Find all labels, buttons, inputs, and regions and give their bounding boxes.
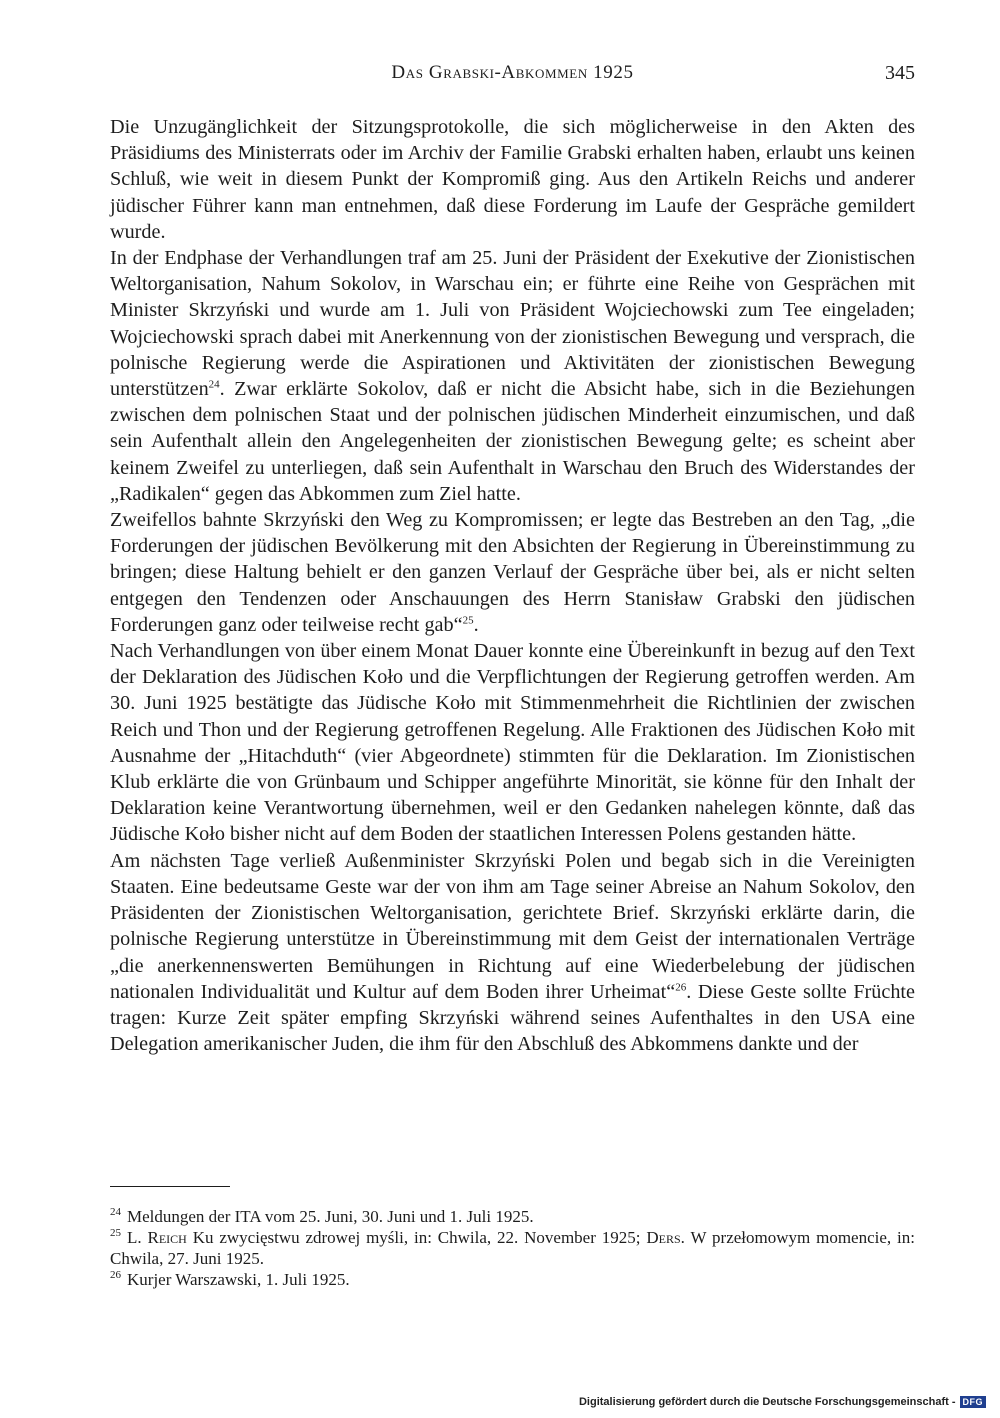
funding-note-text: Digitalisierung gefördert durch die Deutsche Forschungsgemeinschaft - [578, 1396, 956, 1408]
paragraph-text: Am nächsten Tage verließ Außenminister Skrzyński Polen und begab sich in die Vereinigten Staaten. Eine bedeutsame Geste war der von ihm am Tage seiner Abreise an Nahum Sokolov, den Präsidenten der Zionistischen Weltorganisation, gerichtete Brief. Skrzyński erklärte darin, die polnische Regierung unterstütze in Übereinstimmung mit dem Geist der internationalen Verträge „die anerkennenswerten Bemühungen in Richtung auf eine Wiederbelebung der jüdischen nationalen Individualität und Kultur auf dem Boden ihrer Urheimat“ [110, 849, 915, 1003]
footnote-reference[interactable]: 26 [675, 980, 687, 993]
paragraph-text: . Zwar erklärte Sokolov, daß er nicht die Absicht habe, sich in die Beziehungen zwischen dem polnischen Staat und der polnischen jüdischen Minderheit einzumischen, und daß sein Aufenthalt allein den Angelegenheiten der zionistischen Bewegung gelte; es scheint aber keinem Zweifel zu unterliegen, daß sein Aufenthalt in Warschau den Bruch des Widerstandes der „Radikalen“ gegen das Abkommen zum Ziel hatte. [110, 378, 915, 505]
footnote-reference[interactable]: 24 [208, 378, 220, 391]
footnote-author: L. Reich [127, 1228, 187, 1247]
paragraph-text: Nach Verhandlungen von über einem Monat Dauer konnte eine Übereinkunft in bezug auf den Text der Deklaration des Jüdischen Koło und die Verpflichtungen der Regierung getroffen werden. Am 30. Juni 1925 bestätigte das Jüdische Koło mit Stimmenmehrheit die Richtlinien der zwischen Reich und Thon und der Regierung getroffenen Regelung. Alle Fraktionen des Jüdischen Koło mit Ausnahme der „Hitachduth“ (vier Abgeordnete) stimmten für die Deklaration. Im Zionistischen Klub erklärte die von Grünbaum und Schipper angeführte Minorität, sie könne für den Inhalt der Deklaration keine Verantwortung übernehmen, weil er den Gedanken nahelegen könnte, daß das Jüdische Koło bisher nicht auf dem Boden der staatlichen Interessen Polens gestanden hätte. [110, 640, 915, 846]
paragraph [110, 638, 915, 848]
footnote [110, 1227, 915, 1269]
footnote-number: 26 [110, 1269, 121, 1282]
footnote-reference[interactable]: 25 [462, 614, 474, 627]
paragraph-text: . Diese Geste sollte Früchte tragen: Kurze Zeit später empfing Skrzyński während seines Aufenthaltes in den USA eine Delegation amerikanischer Juden, die ihm für den Abschluß des Abkommens dankte und der [110, 980, 915, 1056]
running-title: Das Grabski-Abkommen 1925 [391, 62, 634, 83]
footnote-author: Ders. [646, 1228, 685, 1247]
running-header [110, 62, 915, 92]
footnote-text: Kurjer Warszawski, 1. Juli 1925. [127, 1270, 350, 1289]
footnote-number: 24 [110, 1206, 121, 1219]
paragraph [110, 245, 915, 507]
footnote [110, 1269, 915, 1290]
footnote [110, 1206, 915, 1227]
footnote-text: W przełomowym momencie, in: Chwila, 27. Juni 1925. [110, 1228, 915, 1268]
paragraph [110, 507, 915, 638]
page-number: 345 [885, 62, 915, 84]
dfg-logo: DFG [960, 1396, 987, 1408]
paragraph-text: Zweifellos bahnte Skrzyński den Weg zu Kompromissen; er legte das Bestreben an den Tag, „die Forderungen der jüdischen Bevölkerung mit den Absichten der Regierung in Übereinstimmung zu bringen; diese Haltung behielt er den ganzen Verlauf der Gespräche über bei, als er nicht selten entgegen den Tendenzen oder Anschauungen des Herrn Stanisław Grabski den jüdischen Forderungen ganz oder teilweise recht gab“ [110, 509, 915, 636]
paragraph-text: In der Endphase der Verhandlungen traf am 25. Juni der Präsident der Exekutive der Zionistischen Weltorganisation, Nahum Sokolov, in Warschau ein; er führte eine Reihe von Gesprächen mit Minister Skrzyński und wurde am 1. Juli von Präsident Wojciechowski zum Tee eingeladen; Wojciechowski sprach dabei mit Anerkennung von der zionistischen Bewegung und versprach, die polnische Regierung werde die Aspirationen und Aktivitäten der zionistischen Bewegung unterstützen [110, 247, 915, 401]
footnote-divider [110, 1186, 230, 1187]
body-text [110, 114, 915, 1057]
paragraph [110, 114, 915, 245]
paragraph [110, 848, 915, 1058]
footnote-number: 25 [110, 1227, 121, 1240]
footnote-text: Ku zwycięstwu zdrowej myśli, in: Chwila, 22. November 1925; [186, 1228, 647, 1247]
paragraph-text: Die Unzugänglichkeit der Sitzungsprotokolle, die sich möglicherweise in den Akten des Präsidiums des Ministerrats oder im Archiv der Familie Grabski erhalten haben, erlaubt uns keinen Schluß, wie weit in diesem Punkt der Kompromiß ging. Aus den Artikeln Reichs und anderer jüdischer Führer kann man entnehmen, daß diese Forderung im Laufe der Gespräche gemildert wurde. [110, 116, 915, 243]
paragraph-text: . [473, 613, 479, 636]
footnotes [110, 1206, 915, 1290]
funding-note [579, 1394, 986, 1410]
footnote-text: Meldungen der ITA vom 25. Juni, 30. Juni und 1. Juli 1925. [127, 1207, 534, 1226]
